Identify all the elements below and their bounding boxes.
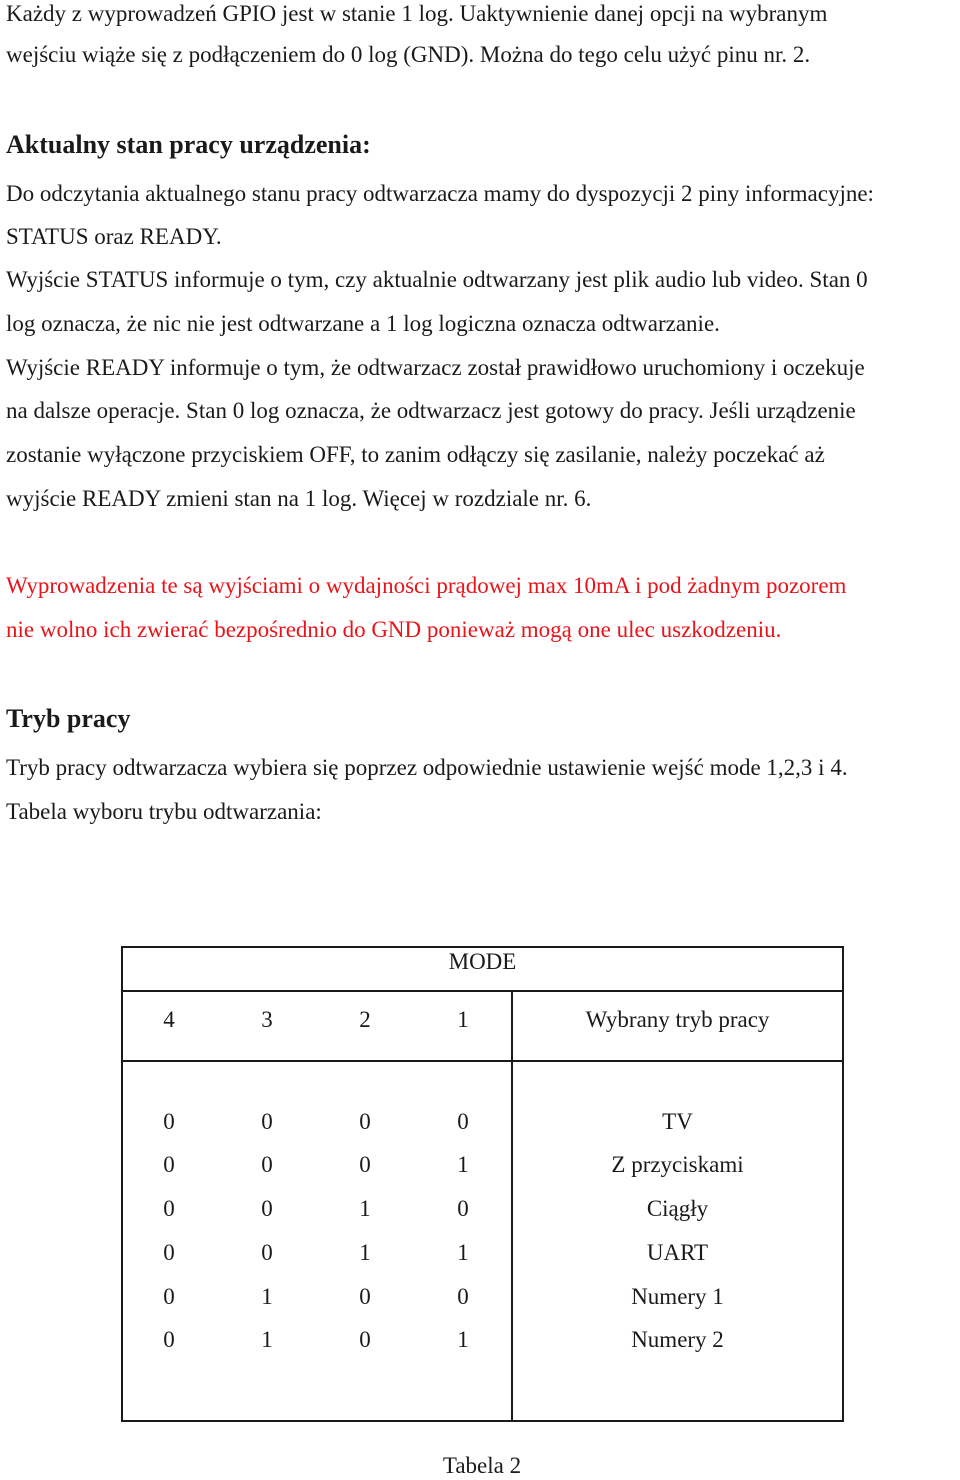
table-border-bottom xyxy=(121,1420,844,1422)
table-cell: 0 xyxy=(163,1196,175,1221)
intro-line-1-text: Każdy z wyprowadzeń GPIO jest w stanie 1 log. Uaktywnienie danej opcji na wybranym xyxy=(6,1,828,26)
table-cell: 0 xyxy=(261,1152,273,1177)
mode-table xyxy=(121,946,844,1422)
table-cell: 0 xyxy=(261,1240,273,1265)
table-cell: 1 xyxy=(261,1327,273,1352)
table-cell-mode: Ciągły xyxy=(646,1196,709,1221)
mode-line-2: Tabela wyboru trybu odtwarzania: xyxy=(6,799,322,824)
table-col-2: 2 xyxy=(359,1007,371,1032)
table-cell: 0 xyxy=(457,1196,469,1221)
table-cell: 0 xyxy=(359,1109,371,1134)
table-cell: 1 xyxy=(359,1240,371,1265)
table-sep-mode xyxy=(121,990,844,992)
table-col-4: 4 xyxy=(163,1007,175,1032)
table-group-header: MODE xyxy=(448,949,517,974)
warning-line-2: nie wolno ich zwierać bezpośrednio do GND ponieważ mogą one ulec uszkodzeniu. xyxy=(6,617,782,642)
table-cell: 0 xyxy=(359,1327,371,1352)
table-cell: 0 xyxy=(163,1109,175,1134)
table-cell: 0 xyxy=(163,1152,175,1177)
warning-line-1: Wyprowadzenia te są wyjściami o wydajności prądowej max 10mA i pod żadnym pozorem xyxy=(6,573,847,598)
intro-line-1 xyxy=(6,0,956,28)
mode-line-1: Tryb pracy odtwarzacza wybiera się poprzez odpowiednie ustawienie wejść mode 1,2,3 i 4. xyxy=(6,755,848,780)
table-col-3: 3 xyxy=(261,1007,273,1032)
status-line-2: STATUS oraz READY. xyxy=(6,224,222,249)
table-cell-mode: UART xyxy=(646,1240,709,1265)
table-cell: 0 xyxy=(457,1284,469,1309)
table-col-mode: Wybrany tryb pracy xyxy=(585,1007,770,1032)
status-line-4: log oznacza, że nic nie jest odtwarzane a 1 log logiczna oznacza odtwarzanie. xyxy=(6,311,720,336)
status-line-7: zostanie wyłączone przyciskiem OFF, to zanim odłączy się zasilanie, należy poczekać aż xyxy=(6,442,825,467)
table-cell-mode: Z przyciskami xyxy=(611,1152,744,1177)
table-caption: Tabela 2 xyxy=(442,1453,522,1478)
table-border-left xyxy=(121,946,123,1422)
table-cell: 0 xyxy=(163,1284,175,1309)
status-line-8: wyjście READY zmieni stan na 1 log. Więcej w rozdziale nr. 6. xyxy=(6,486,592,511)
status-line-3: Wyjście STATUS informuje o tym, czy aktualnie odtwarzany jest plik audio lub video. Stan 0 xyxy=(6,267,868,292)
table-cell: 0 xyxy=(261,1196,273,1221)
table-cell: 0 xyxy=(359,1152,371,1177)
table-cell: 1 xyxy=(359,1196,371,1221)
table-cell: 0 xyxy=(163,1327,175,1352)
table-cell: 1 xyxy=(261,1284,273,1309)
table-cell: 1 xyxy=(457,1240,469,1265)
table-cell-mode: Numery 2 xyxy=(631,1327,724,1352)
table-cell: 0 xyxy=(359,1284,371,1309)
status-heading: Aktualny stan pracy urządzenia: xyxy=(6,130,371,159)
table-cell-mode: Numery 1 xyxy=(631,1284,724,1309)
table-sep-header xyxy=(121,1060,844,1062)
table-border-right xyxy=(842,946,844,1422)
table-cell: 1 xyxy=(457,1327,469,1352)
status-line-1: Do odczytania aktualnego stanu pracy odtwarzacza mamy do dyspozycji 2 piny informacyjne: xyxy=(6,181,874,206)
table-cell: 0 xyxy=(163,1240,175,1265)
table-cell-mode: TV xyxy=(662,1109,693,1134)
status-line-6: na dalsze operacje. Stan 0 log oznacza, że odtwarzacz jest gotowy do pracy. Jeśli urządzenie xyxy=(6,398,856,423)
intro-line-2: wejściu wiąże się z podłączeniem do 0 log (GND). Można do tego celu użyć pinu nr. 2. xyxy=(6,42,811,67)
table-cell: 0 xyxy=(457,1109,469,1134)
mode-heading: Tryb pracy xyxy=(6,704,131,733)
table-cell: 1 xyxy=(457,1152,469,1177)
table-cell: 0 xyxy=(261,1109,273,1134)
status-line-5: Wyjście READY informuje o tym, że odtwarzacz został prawidłowo uruchomiony i oczekuje xyxy=(6,355,865,380)
table-col-1: 1 xyxy=(457,1007,469,1032)
